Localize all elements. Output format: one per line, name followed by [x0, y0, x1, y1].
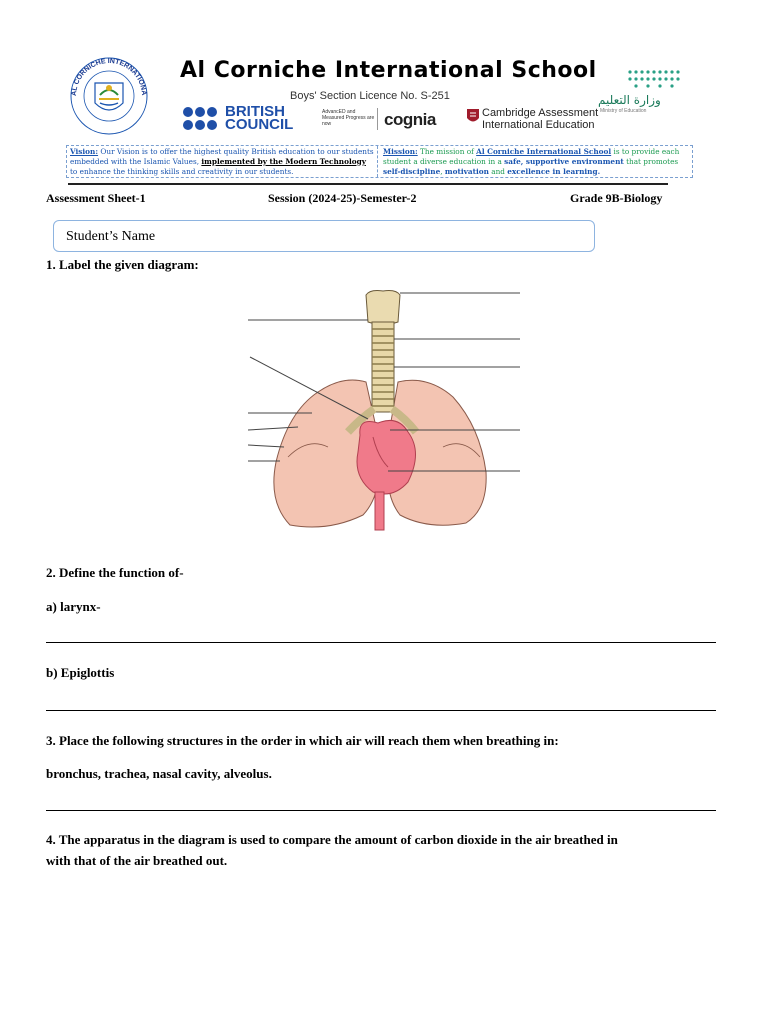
answer-line-3[interactable]	[46, 810, 716, 811]
respiratory-system-diagram	[248, 287, 520, 550]
cambridge-text: Cambridge Assessment International Education	[482, 107, 599, 131]
british-council-logo	[182, 106, 222, 137]
moe-english: Ministry of Education	[600, 108, 647, 114]
school-name: Al Corniche International School	[180, 58, 597, 83]
moe-arabic: وزارة التعليم	[598, 93, 661, 107]
school-logo	[62, 55, 157, 142]
question-2: 2. Define the function of-	[46, 565, 184, 580]
student-name-field[interactable]	[53, 220, 595, 252]
divider	[377, 108, 378, 130]
vision-text: Vision: Our Vision is to offer the highest quality British education to our students embedded with the Islamic Values, implemented by the Modern Technology to enhance the thinking skills and creativity in our students.	[70, 147, 374, 176]
question-2b: b) Epiglottis	[46, 665, 115, 680]
answer-line-2a[interactable]	[46, 642, 716, 643]
header-divider	[68, 183, 668, 185]
vision-mission-box	[66, 145, 693, 178]
student-name-label: Student’s Name	[66, 229, 156, 244]
moe-emblem-icon	[626, 68, 686, 95]
licence-number: Boys' Section Licence No. S-251	[290, 90, 450, 102]
grade: Grade 9B-Biology	[570, 191, 663, 205]
british-council-text: BRITISH COUNCIL	[225, 103, 294, 133]
answer-line-2b[interactable]	[46, 710, 716, 711]
cognia-logo: cognia	[384, 110, 436, 129]
svg-text:AL CORNICHE INTERNATIONAL SCHO: AL CORNICHE INTERNATIONA	[70, 57, 148, 97]
question-3-list: bronchus, trachea, nasal cavity, alveolus.	[46, 766, 272, 781]
assessment-sheet: Assessment Sheet-1	[46, 191, 146, 205]
mission-text: Mission: The mission of Al Corniche International School is to provide each student a diverse education in a safe, supportive environment that promotes self-discipline, motivation and excellence in learning.	[383, 147, 680, 176]
question-4-line1: 4. The apparatus in the diagram is used to compare the amount of carbon dioxide in the air breathed in	[46, 832, 618, 847]
question-3: 3. Place the following structures in the order in which air will reach them when breathing in:	[46, 733, 559, 748]
question-1: 1. Label the given diagram:	[46, 257, 199, 272]
advanced-note: AdvancED and Measured Progress are now	[322, 109, 375, 127]
question-2a: a) larynx-	[46, 599, 101, 614]
question-4-line2: with that of the air breathed out.	[46, 853, 228, 868]
session: Session (2024-25)-Semester-2	[268, 191, 417, 205]
cambridge-shield-icon	[466, 108, 480, 131]
